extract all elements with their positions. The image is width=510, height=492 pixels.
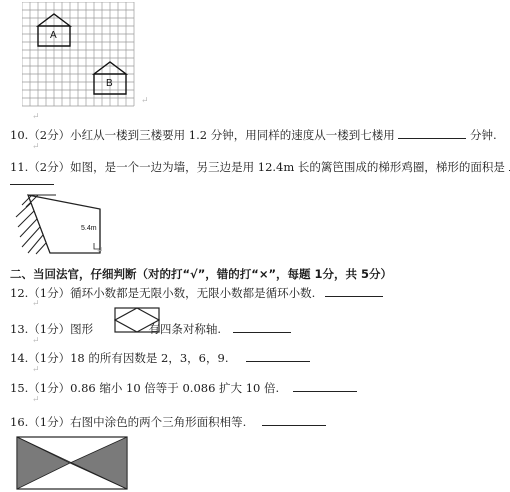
- paragraph-mark: ↵: [141, 96, 149, 106]
- question-11: [10, 159, 510, 174]
- paragraph-mark: ↵: [32, 395, 40, 405]
- question-14-text: 14.（1分）18 的所有因数是 2，3，6，9.: [10, 351, 229, 365]
- grid-lines: [22, 2, 134, 106]
- answer-blank-11b[interactable]: [10, 173, 54, 185]
- section-2-title: 二、当回法官，仔细判断（对的打“√”，错的打“×”，每题 1分，共 5分）: [10, 267, 393, 281]
- paragraph-mark: ↵: [96, 246, 104, 256]
- house-b-label: B: [106, 78, 113, 89]
- question-13-prefix: 13.（1分）图形: [10, 322, 94, 336]
- question-12: [10, 285, 383, 300]
- trapezoid: [28, 195, 100, 253]
- trapezoid-figure: [14, 193, 102, 255]
- grid-figure: [22, 2, 140, 108]
- question-14: [10, 350, 310, 365]
- paragraph-mark: ↵: [32, 142, 40, 152]
- rhombus-in-rectangle-figure: [114, 307, 160, 333]
- question-16-text: 16.（1分）右图中涂色的两个三角形面积相等.: [10, 415, 247, 429]
- height-label: 5.4m: [81, 225, 97, 232]
- answer-blank-15[interactable]: [293, 380, 357, 392]
- house-a-label: A: [50, 30, 57, 41]
- paragraph-mark: ↵: [32, 336, 40, 346]
- answer-blank-14[interactable]: [246, 350, 310, 362]
- question-11-text: 11.（2分）如图，是一个一边为墙，另三边是用 12.4m 长的篱笆围成的梯形鸡圈，梯形的面积是: [10, 160, 505, 174]
- paragraph-mark: ↵: [32, 365, 40, 375]
- question-16: [10, 414, 326, 429]
- paragraph-mark: ↵: [32, 299, 40, 309]
- question-15-text: 15.（1分）0.86 缩小 10 倍等于 0.086 扩大 10 倍.: [10, 381, 280, 395]
- paragraph-mark: ↵: [32, 112, 40, 122]
- question-15: [10, 380, 357, 395]
- answer-blank-13[interactable]: [233, 321, 291, 333]
- answer-blank-10[interactable]: [398, 127, 466, 139]
- shaded-triangles-figure: [16, 436, 128, 490]
- question-13-suffix: 有四条对称轴.: [148, 322, 222, 336]
- question-12-text: 12.（1分）循环小数都是无限小数，无限小数都是循环小数.: [10, 286, 316, 300]
- question-10: [10, 127, 497, 142]
- answer-blank-16[interactable]: [262, 414, 326, 426]
- question-10-text: 10.（2分）小红从一楼到三楼要用 1.2 分钟，用同样的速度从一楼到七楼用: [10, 128, 395, 142]
- answer-blank-12[interactable]: [325, 285, 383, 297]
- question-10-suffix: 分钟.: [470, 128, 497, 142]
- wall-hatching: [16, 195, 56, 254]
